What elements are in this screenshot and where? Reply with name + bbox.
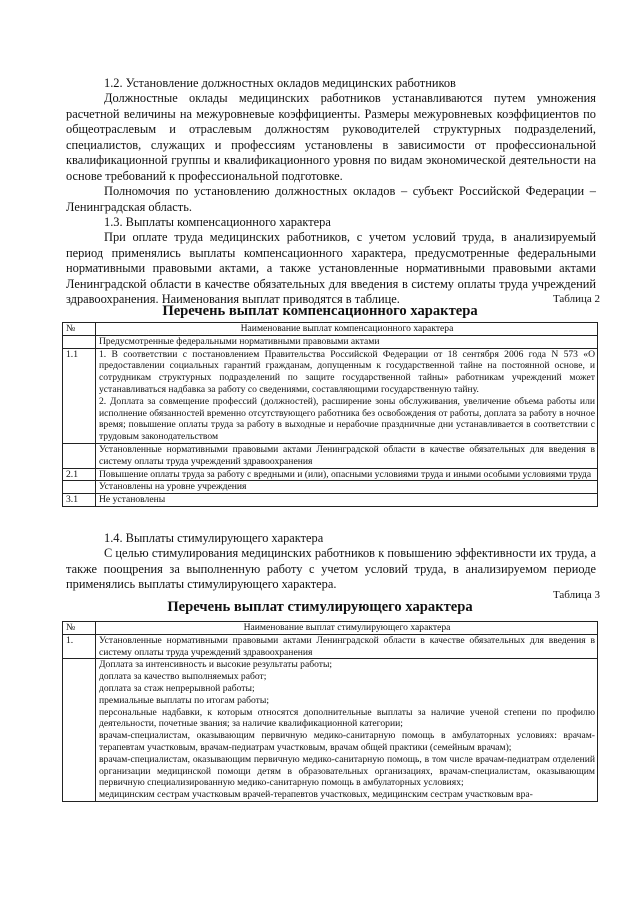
table-row	[63, 348, 598, 443]
table-caption: Таблица 3	[552, 589, 600, 601]
header-name: Наименование выплат компенсационного характера	[96, 323, 598, 336]
list-item: доплата за стаж непрерывной работы;	[99, 682, 255, 694]
group-label: Предусмотренные федеральными нормативными правовыми актами	[96, 335, 598, 348]
list-item: Доплата за интенсивность и высокие результаты работы;	[99, 659, 333, 671]
row-num: 2.1	[63, 468, 96, 481]
group-label: Установленные нормативными правовыми актами Ленинградской области в качестве обязательных для введения в систему оплаты труда учреждений здравоохранения	[96, 443, 598, 468]
table-row	[63, 494, 598, 507]
incentive-list	[96, 659, 598, 802]
paragraph: Полномочия по установлению должностных окладов – субъект Российской Федерации – Ленинградская область.	[66, 184, 596, 214]
paragraph: С целью стимулирования медицинских работников к повышению эффективности их труда, а также поощрения за выполненную работу с учетом условий труда, в анализируемом периоде применялись выплаты стимулирующего характера.	[66, 546, 596, 591]
row-num: 3.1	[63, 494, 96, 507]
section-heading: 1.3. Выплаты компенсационного характера	[104, 215, 331, 229]
table-header-row	[63, 622, 598, 635]
table-row	[63, 659, 598, 802]
row-paragraph: 2. Доплата за совмещение профессий (должностей), расширение зоны обслуживания, увеличение объема работы или исполнение обязанностей временно отсутствующего работника без освобождения от работы, доплата за работу в ночное время; повышение оплаты труда за работу в выходные и нерабочие праздничные дни устанавливается в соответствии с трудовым законодательством	[99, 395, 595, 443]
table-group-row	[63, 335, 598, 348]
header-name: Наименование выплат стимулирующего характера	[96, 622, 598, 635]
header-num: №	[63, 622, 96, 635]
compensation-table	[62, 322, 598, 507]
row-num: 1.	[63, 634, 96, 659]
table-title: Перечень выплат стимулирующего характера	[167, 599, 473, 615]
list-item: врачам-специалистам, оказывающим первичную медико-санитарную помощь в амбулаторных условиях: врачам-терапевтам участковым, врачам-педиатрам участковым, врачам общей практики (семейным врачам);	[99, 730, 595, 753]
table-title: Перечень выплат компенсационного характера	[162, 303, 478, 319]
list-item: медицинским сестрам участковым врачей-терапевтов участковых, медицинским сестрам участковым вра-	[99, 789, 533, 801]
table-row	[63, 634, 598, 659]
table-group-row	[63, 443, 598, 468]
row-paragraph: 1. В соответствии с постановлением Правительства Российской Федерации от 18 сентября 2006 года N 573 «О предоставлении социальных гарантий гражданам, допущенным к государственной тайне на постоянной основе, и сотрудникам структурных подразделений по защите государственной тайны» работникам учреждений может устанавливаться надбавка за работу со сведениями, составляющими государственную тайну.	[99, 348, 595, 395]
table-row	[63, 468, 598, 481]
group-label: Установлены на уровне учреждения	[96, 481, 598, 494]
table-caption: Таблица 2	[552, 293, 600, 305]
row-text: Повышение оплаты труда за работу с вредными и (или), опасными условиями труда и иными особыми условиями труда	[96, 468, 598, 481]
paragraph: Должностные оклады медицинских работников устанавливаются путем умножения расчетной величины на межуровневые коэффициенты. Размеры межуровневых коэффициентов по общеотраслевым и отраслевым должностям руководителей структурных подразделений, специалистов, служащих и профессиям установлены в зависимости от профессиональной квалификационной группы и квалификационного уровня по видам экономической деятельности на основе требований к профессиональной подготовке.	[66, 91, 596, 183]
section-heading: 1.2. Установление должностных окладов медицинских работников	[104, 76, 456, 90]
list-item: премиальные выплаты по итогам работы;	[99, 694, 269, 706]
row-text: Не установлены	[96, 494, 598, 507]
table-header-row	[63, 323, 598, 336]
incentive-table	[62, 621, 598, 802]
paragraph: При оплате труда медицинских работников, с учетом условий труда, в анализируемый период применялись выплаты компенсационного характера, предусмотренные федеральными нормативными правовыми актами, а также установленные нормативными правовыми актами Ленинградской области в качестве обязательных для введения в систему оплаты труда учреждений здравоохранения. Наименования выплат приводятся в таблице.	[66, 230, 596, 306]
list-item: врачам-специалистам, оказывающим первичную медико-санитарную помощь, в том числе врачам-педиатрам отделений организации медицинской помощи детям в образовательных организациях, врачам-специалистам, оказывающим первичную специализированную медико-санитарную помощь в амбулаторных условиях;	[99, 753, 595, 789]
row-text: Установленные нормативными правовыми актами Ленинградской области в качестве обязательных для введения в систему оплаты труда учреждений здравоохранения	[96, 634, 598, 659]
row-num: 1.1	[63, 348, 96, 443]
header-num: №	[63, 323, 96, 336]
table-group-row	[63, 481, 598, 494]
list-item: доплата за качество выполняемых работ;	[99, 671, 267, 683]
list-item: персональные надбавки, к которым относятся дополнительные выплаты за наличие ученой степени по профилю деятельности, почетные звания; за наличие квалификационной категории;	[99, 706, 595, 730]
section-heading: 1.4. Выплаты стимулирующего характера	[104, 531, 324, 545]
